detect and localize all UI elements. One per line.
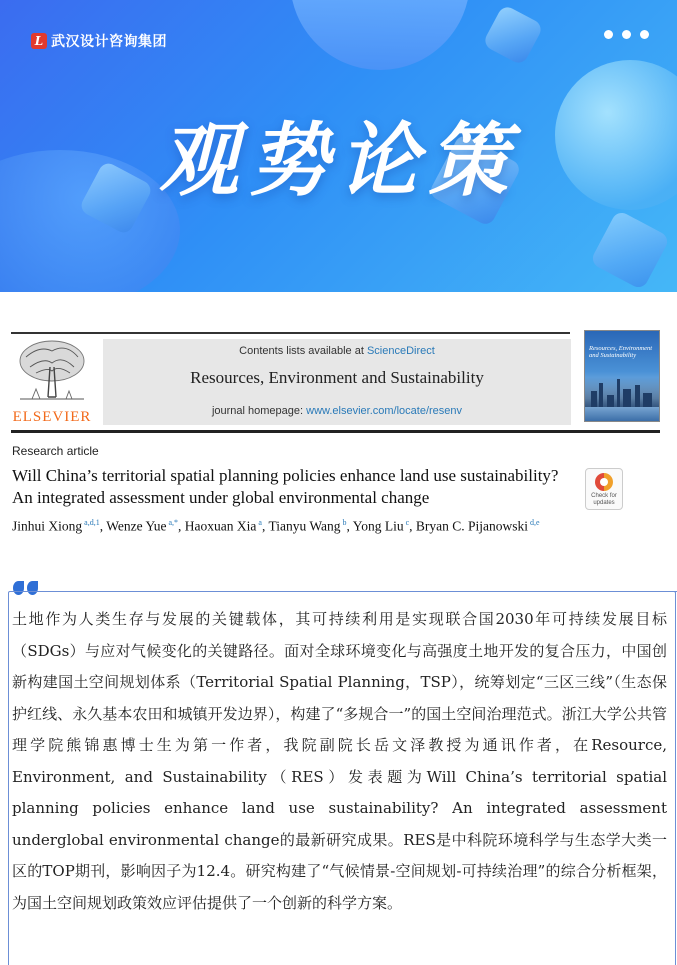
- article-type: Research article: [12, 444, 99, 458]
- paper-header: [0, 292, 677, 575]
- homepage-line: [103, 405, 571, 417]
- author-name[interactable]: Haoxuan Xia: [184, 518, 257, 534]
- author-name[interactable]: Yong Liu: [352, 518, 404, 534]
- sciencedirect-link[interactable]: ScienceDirect: [366, 345, 435, 357]
- banner-title: 观势论策: [158, 114, 519, 207]
- journal-info-box: [103, 339, 571, 425]
- dot: [640, 30, 649, 39]
- author-affiliation[interactable]: a: [256, 518, 262, 527]
- logo-icon: L: [31, 33, 47, 49]
- homepage-prefix: journal homepage:: [211, 405, 307, 417]
- decor-cube: [589, 209, 670, 290]
- journal-name: Resources, Environment and Sustainability: [190, 368, 484, 387]
- author-name[interactable]: Tianyu Wang: [268, 518, 341, 534]
- publisher-name: ELSEVIER: [12, 409, 92, 425]
- check-updates-icon: [595, 473, 613, 491]
- publisher-logo: [11, 337, 93, 423]
- divider: [11, 430, 660, 433]
- company-logo[interactable]: [31, 31, 167, 51]
- more-dots-icon[interactable]: [604, 30, 649, 39]
- author-affiliation[interactable]: a,*: [166, 518, 179, 527]
- check-updates-label: Check for updates: [591, 493, 617, 506]
- author-name[interactable]: Bryan C. Pijanowski: [415, 518, 529, 534]
- logo-text: 武汉设计咨询集团: [51, 34, 167, 50]
- header-banner: [0, 0, 677, 292]
- dot: [604, 30, 613, 39]
- summary-box: [8, 591, 676, 965]
- journal-homepage-link[interactable]: www.elsevier.com/locate/resenv: [306, 405, 463, 417]
- author-affiliation[interactable]: c: [403, 518, 410, 527]
- decor-cube: [482, 4, 544, 66]
- cover-title: Resources, Environment and Sustainability: [589, 345, 653, 359]
- dot: [622, 30, 631, 39]
- author-affiliation[interactable]: b: [340, 518, 347, 527]
- author-name[interactable]: Wenze Yue: [106, 518, 167, 534]
- elsevier-tree-icon: [14, 337, 90, 403]
- divider: [11, 332, 570, 334]
- author-list: Jinhui Xiong $^{a,d,1}$, Wenze Yue $^{a,*}$, Haoxuan Xia $^a$, Tianyu Wang $^b$, Yong Liu $^c$, Bryan C. Pijanowski $^{d,e}$: [12, 518, 540, 534]
- author-name[interactable]: Jinhui Xiong: [12, 518, 83, 534]
- author-affiliation[interactable]: d,e: [528, 518, 540, 527]
- author-affiliation[interactable]: a,d,1: [82, 518, 100, 527]
- journal-cover-image: [584, 330, 660, 422]
- decor-shape: [290, 0, 470, 70]
- cover-skyline: [585, 377, 660, 407]
- summary-text: 土地作为人类生存与发展的关键载体，其可持续利用是实现联合国2030年可持续发展目标（SDGs）与应对气候变化的关键路径。面对全球环境变化与高强度土地开发的复合压力，中国创新构建国土空间规划体系（Territorial Spatial Planning，TSP），统筹划定“三区三线”（生态保护红线、永久基本农田和城镇开发边界），构建了“多规合一”的国土空间治理范式。浙江大学公共管理学院熊锦惠博士生为第一作者，我院副院长岳文泽教授为通讯作者，在Resource, Environment, and Sustainability（RES）发表题为Will China’s territorial spatial planning policies enhance land use sustainability? An integrated assessment underglobal environmental change的最新研究成果。RES是中科院环境科学与生态学大类一区的TOP期刊，影响因子为12.4。研究构建了“气候情景-空间规划-可持续治理”的综合分析框架，为国土空间规划政策效应评估提供了一个创新的科学方案。: [12, 610, 667, 912]
- contents-prefix: Contents lists available at: [239, 345, 367, 357]
- article-title: Will China’s territorial spatial planning policies enhance land use sustainability? An integrated assessment under global environmental change: [12, 466, 559, 507]
- check-for-updates-button[interactable]: [585, 468, 623, 510]
- contents-line: [103, 345, 571, 357]
